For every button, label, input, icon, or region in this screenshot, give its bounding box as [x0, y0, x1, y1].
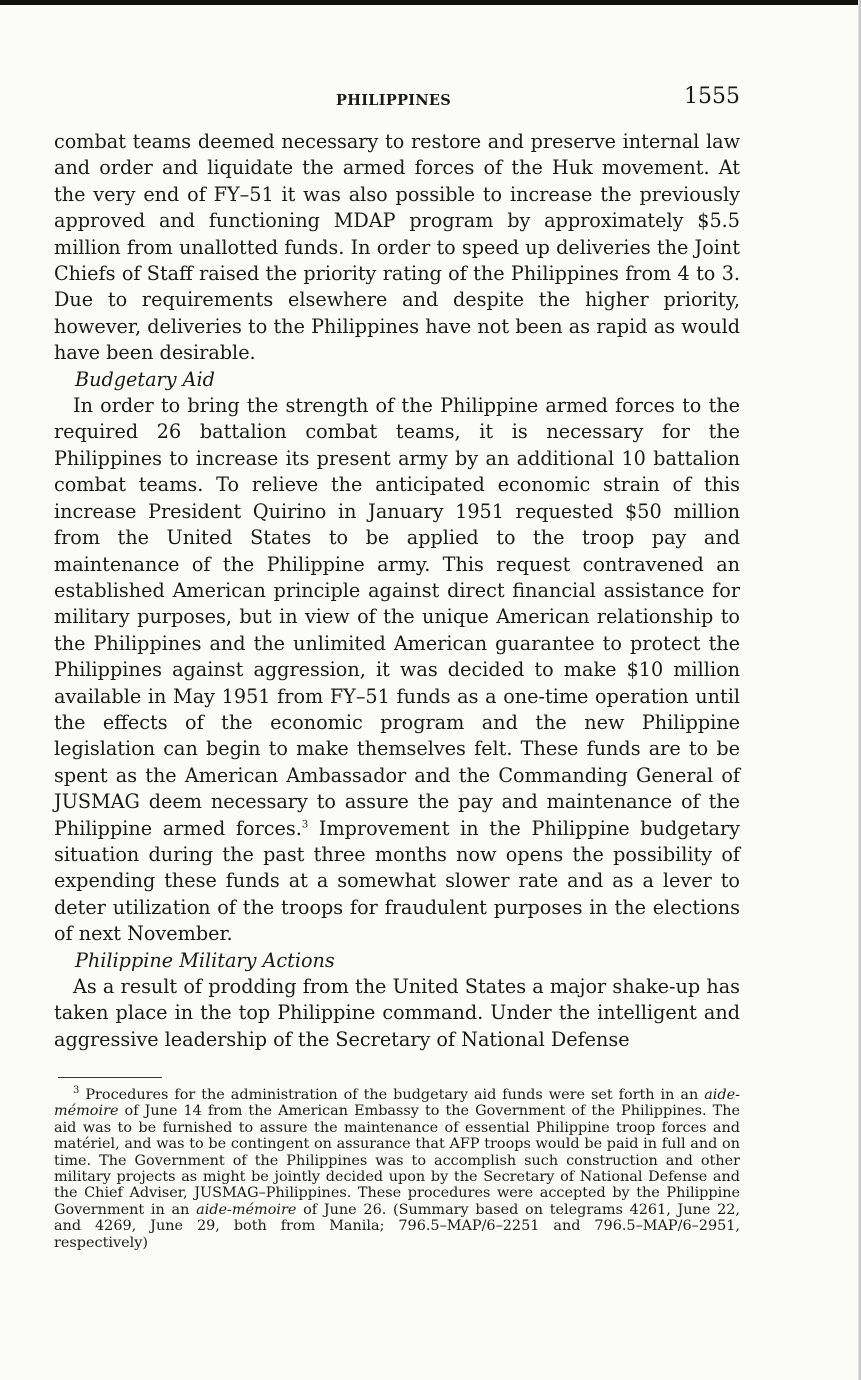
footnote — [54, 1087, 740, 1251]
footnote-text — [54, 1087, 740, 1251]
paragraph-budgetary-aid-text: In order to bring the strength of the Philippine armed forces to the required 26 battalion combat teams, it is necessary for the Philippines to increase its present army by an additional 10 battalion combat teams. To relieve the anticipated economic strain of this increase President Quirino in January 1951 requested $50 million from the United States to be applied to the troop pay and maintenance of the Philippine army. This request contravened an established American principle against direct financial assistance for military purposes, but in view of the unique American relationship to the Philippines and the unlimited American guarantee to protect the Philippines against aggression, it was decided to make $10 million available in May 1951 from FY–51 funds as a one-time operation until the effects of the economic program and the new Philippine legislation can begin to make themselves felt. These funds are to be spent as the American Ambassador and the Commanding General of JUSMAG deem necessary to assure the pay and maintenance of the Philippine armed forces. — [54, 394, 740, 840]
running-title: PHILIPPINES — [336, 92, 452, 109]
paragraph-military-actions: As a result of prodding from the United States a major shake-up has taken place in the top Philippine command. Under the intelligent and aggressive leadership of the Secretary of National Defense — [54, 975, 740, 1051]
paragraph-budgetary-aid-text-cont: Improvement in the Philippine budgetary situation during the past three months now opens the possibility of expending these funds at a somewhat slower rate and as a lever to deter utilization of the troops for fraudulent purposes in the elections of next November. — [54, 816, 740, 946]
body-text — [54, 129, 740, 1053]
subheading-military-actions: Philippine Military Actions — [75, 948, 335, 972]
paragraph-budgetary-aid — [54, 393, 740, 948]
footnote-rule — [58, 1077, 162, 1078]
footnote-text-part: of June 14 from the American Embassy to the Government of the Philippines. The aid was to be furnished to assure the maintenance of essential Philippine troop forces and matériel, and was to be contingent on assurance that AFP troops would be paid in full and on time. The Government of the Philippines was to accomplish such construction and other military projects as might be jointly decided upon by the Secretary of National Defense and the Chief Adviser, JUSMAG–Philippines. These procedures were accepted by the Philippine Government in an — [54, 1103, 740, 1218]
footnote-text-part: Procedures for the administration of the budgetary aid funds were set forth in an — [85, 1087, 705, 1103]
footnote-italic-term: aide-mémoire — [196, 1201, 297, 1218]
scan-top-edge — [0, 0, 861, 5]
subheading-budgetary-aid: Budgetary Aid — [75, 367, 215, 391]
footnote-italic-term: aide-mémoire — [54, 1087, 740, 1120]
footnote-text-part: of June 26. (Summary based on telegrams 4261, June 22, and 4269, June 29, both from Manila; 796.5–MAP/6–2251 and 796.5–MAP/6–2951, respectively) — [54, 1201, 740, 1251]
paragraph-continuation: combat teams deemed necessary to restore and preserve internal law and order and liquidate the armed forces of the Huk movement. At the very end of FY–51 it was also possible to increase the previously approved and functioning MDAP program by approximately $5.5 million from unallotted funds. In order to speed up deliveries the Joint Chiefs of Staff raised the priority rating of the Philippines from 4 to 3. Due to requirements elsewhere and despite the higher priority, however, deliveries to the Philippines have not been as rapid as would have been desirable. — [54, 130, 740, 365]
footnote-marker: 3 — [73, 1085, 80, 1097]
page-number: 1555 — [684, 84, 740, 109]
footnote-reference: 3 — [301, 819, 309, 831]
running-head — [54, 84, 740, 116]
